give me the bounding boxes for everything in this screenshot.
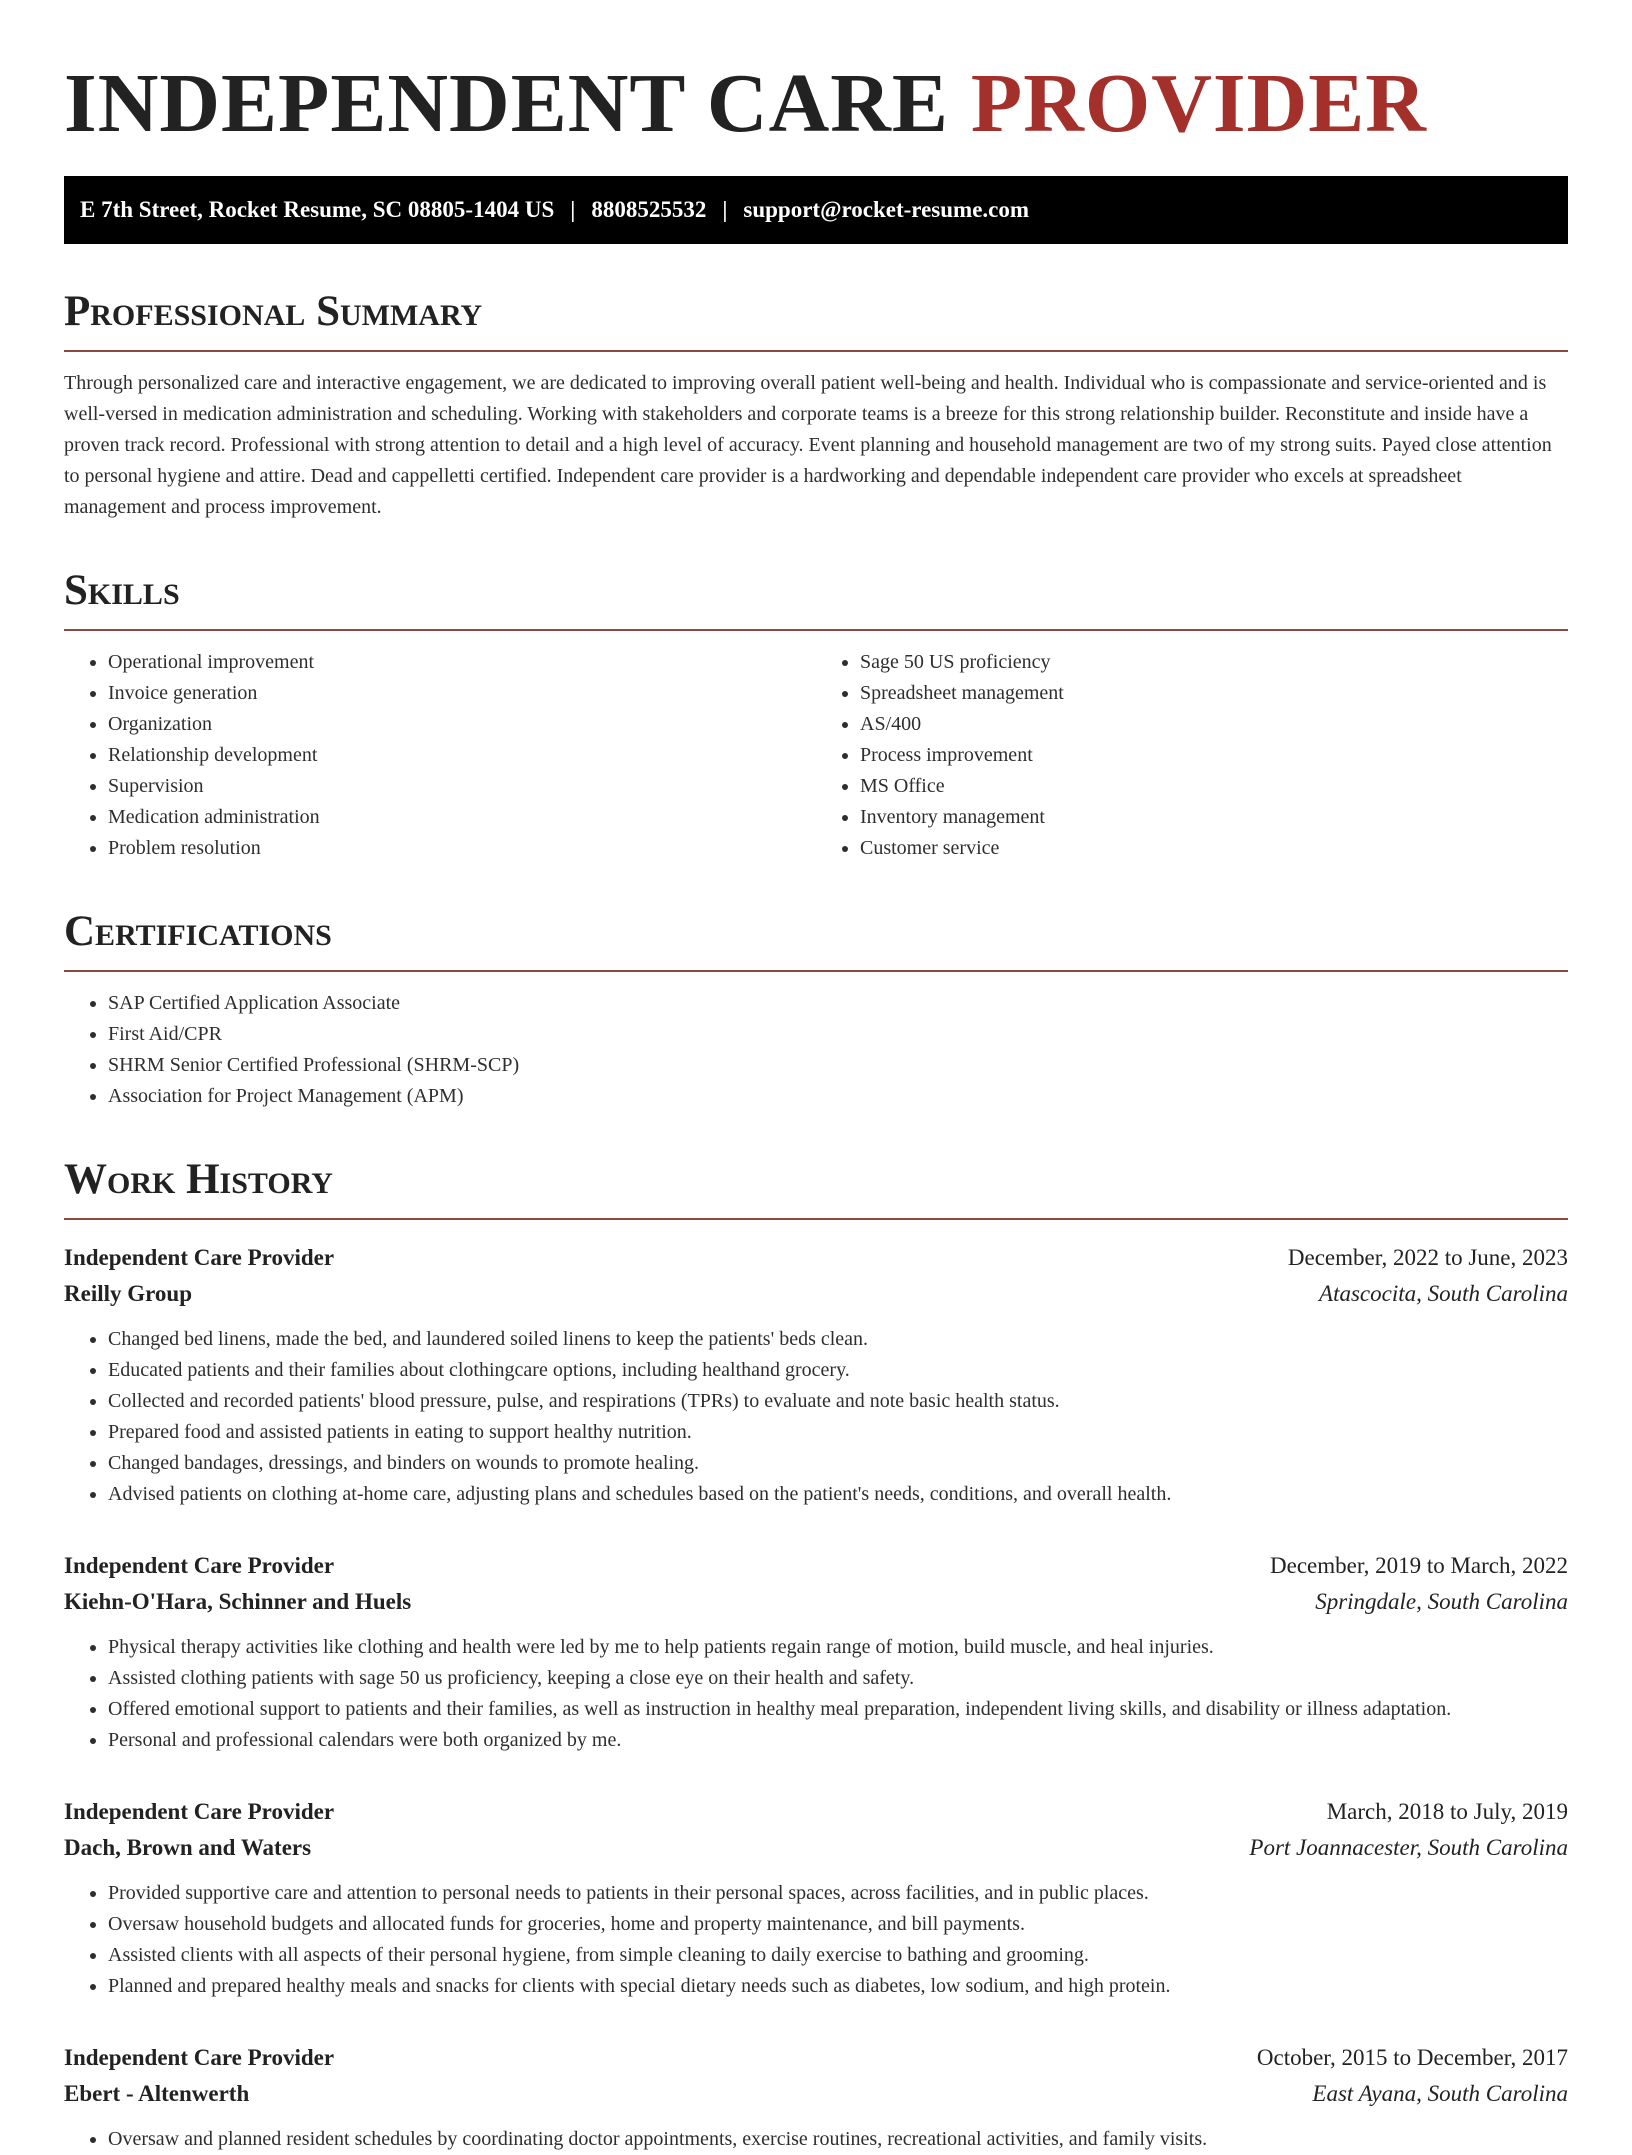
skill-item: • Operational improvement [108, 647, 816, 678]
job-company: Dach, Brown and Waters [64, 1835, 312, 1860]
job-company-row [64, 1276, 1568, 1312]
job-dates: December, 2022 to June, 2023 [1287, 1245, 1568, 1270]
skill-item: • MS Office [860, 771, 1568, 802]
job-duty: • Assisted clothing patients with sage 50 us proficiency, keeping a close eye on their health and safety. [108, 1663, 1568, 1694]
work-history-section [64, 1154, 1568, 2155]
skill-item: • Relationship development [108, 740, 816, 771]
job-title: Independent Care Provider [64, 1553, 335, 1578]
job-title: Independent Care Provider [64, 1799, 335, 1824]
job-duty: • Changed bandages, dressings, and binders on wounds to promote healing. [108, 1448, 1568, 1479]
skill-item: • Medication administration [108, 802, 816, 833]
summary-text: Through personalized care and interactive engagement, we are dedicated to improving overall patient well-being and health. Individual who is compassionate and service-oriented and is well-versed in medication administration and scheduling. Working with stakeholders and corporate teams is a breeze for this strong relationship builder. Reconstitute and inside have a proven track record. Professional with strong attention to detail and a high level of accuracy. Event planning and household management are two of my strong suits. Payed close attention to personal hygiene and attire. Dead and cappelletti certified. Independent care provider is a hardworking and dependable independent care provider who excels at spreadsheet management and process improvement. [64, 372, 1552, 518]
job-entry [64, 1548, 1568, 1756]
job-duties-list [64, 1324, 1568, 1510]
contact-phone[interactable]: 8808525532 [591, 197, 707, 222]
skill-item: • Invoice generation [108, 678, 816, 709]
job-location: Springdale, South Carolina [1315, 1589, 1568, 1614]
job-header-row [64, 1548, 1568, 1584]
contact-email[interactable]: support@rocket-resume.com [743, 197, 1030, 222]
contact-separator: | [570, 197, 576, 222]
job-header-row [64, 1240, 1568, 1276]
job-dates: March, 2018 to July, 2019 [1326, 1799, 1568, 1824]
job-header-row [64, 1794, 1568, 1830]
certification-item: • Association for Project Management (APM) [108, 1081, 1568, 1112]
job-header-row [64, 2040, 1568, 2076]
certifications-section [64, 906, 1568, 1112]
certifications-list [64, 988, 1568, 1112]
certification-item: • SHRM Senior Certified Professional (SHRM-SCP) [108, 1050, 1568, 1081]
job-company: Kiehn-O'Hara, Schinner and Huels [64, 1589, 412, 1614]
summary-heading: Professional Summary [64, 286, 1568, 352]
certification-item: • First Aid/CPR [108, 1019, 1568, 1050]
skill-item: • Problem resolution [108, 833, 816, 864]
job-location: East Ayana, South Carolina [1312, 2081, 1568, 2106]
job-duty: • Educated patients and their families about clothingcare options, including healthand grocery. [108, 1355, 1568, 1386]
name-main: INDEPENDENT CARE [64, 57, 971, 150]
job-location: Port Joannacester, South Carolina [1249, 1835, 1568, 1860]
summary-section [64, 286, 1568, 523]
skills-heading: Skills [64, 565, 1568, 631]
certifications-heading: Certifications [64, 906, 1568, 972]
skill-item: • Spreadsheet management [860, 678, 1568, 709]
job-duty: • Prepared food and assisted patients in eating to support healthy nutrition. [108, 1417, 1568, 1448]
certification-item: • SAP Certified Application Associate [108, 988, 1568, 1019]
job-duty: • Changed bed linens, made the bed, and laundered soiled linens to keep the patients' beds clean. [108, 1324, 1568, 1355]
skills-list-left [64, 647, 816, 864]
skill-item: • Supervision [108, 771, 816, 802]
job-dates: December, 2019 to March, 2022 [1270, 1553, 1568, 1578]
job-duties-list [64, 1878, 1568, 2002]
job-company-row [64, 2076, 1568, 2112]
skills-list-right [816, 647, 1568, 864]
skill-item: • Process improvement [860, 740, 1568, 771]
skill-item: • AS/400 [860, 709, 1568, 740]
job-duty: • Oversaw and planned resident schedules by coordinating doctor appointments, exercise routines, recreational activities, and family visits. [108, 2124, 1568, 2155]
job-duty: • Provided supportive care and attention to personal needs to patients in their personal spaces, across facilities, and in public places. [108, 1878, 1568, 1909]
candidate-name [64, 56, 1568, 152]
contact-address: E 7th Street, Rocket Resume, SC 08805-1404 US [80, 197, 555, 222]
job-company: Reilly Group [64, 1281, 193, 1306]
job-duty: • Collected and recorded patients' blood pressure, pulse, and respirations (TPRs) to evaluate and note basic health status. [108, 1386, 1568, 1417]
job-location: Atascocita, South Carolina [1319, 1281, 1568, 1306]
skill-item: • Sage 50 US proficiency [860, 647, 1568, 678]
job-duty: • Assisted clients with all aspects of their personal hygiene, from simple cleaning to daily exercise to bathing and grooming. [108, 1940, 1568, 1971]
skills-section [64, 565, 1568, 864]
job-dates: October, 2015 to December, 2017 [1256, 2045, 1568, 2070]
resume-page [64, 0, 1568, 2155]
skills-grid [64, 631, 1568, 864]
job-title: Independent Care Provider [64, 2045, 335, 2070]
job-duty: • Personal and professional calendars were both organized by me. [108, 1725, 1568, 1756]
job-duty: • Physical therapy activities like clothing and health were led by me to help patients regain range of motion, build muscle, and heal injuries. [108, 1632, 1568, 1663]
skill-item: • Inventory management [860, 802, 1568, 833]
skill-item: • Organization [108, 709, 816, 740]
contact-separator: | [722, 197, 728, 222]
job-duties-list [64, 2124, 1568, 2155]
job-entry [64, 1240, 1568, 1510]
work-history-heading: Work History [64, 1154, 1568, 1220]
job-duty: • Offered emotional support to patients and their families, as well as instruction in healthy meal preparation, independent living skills, and disability or illness adaptation. [108, 1694, 1568, 1725]
job-duty: • Oversaw household budgets and allocated funds for groceries, home and property maintenance, and bill payments. [108, 1909, 1568, 1940]
job-company-row [64, 1584, 1568, 1620]
job-company: Ebert - Altenwerth [64, 2081, 250, 2106]
job-duty: • Planned and prepared healthy meals and snacks for clients with special dietary needs such as diabetes, low sodium, and high protein. [108, 1971, 1568, 2002]
name-accent: PROVIDER [970, 57, 1427, 150]
job-title: Independent Care Provider [64, 1245, 335, 1270]
contact-bar [64, 176, 1568, 244]
job-entry [64, 1794, 1568, 2002]
job-company-row [64, 1830, 1568, 1866]
job-duties-list [64, 1632, 1568, 1756]
skill-item: • Customer service [860, 833, 1568, 864]
job-duty: • Advised patients on clothing at-home care, adjusting plans and schedules based on the patient's needs, conditions, and overall health. [108, 1479, 1568, 1510]
job-entry [64, 2040, 1568, 2155]
